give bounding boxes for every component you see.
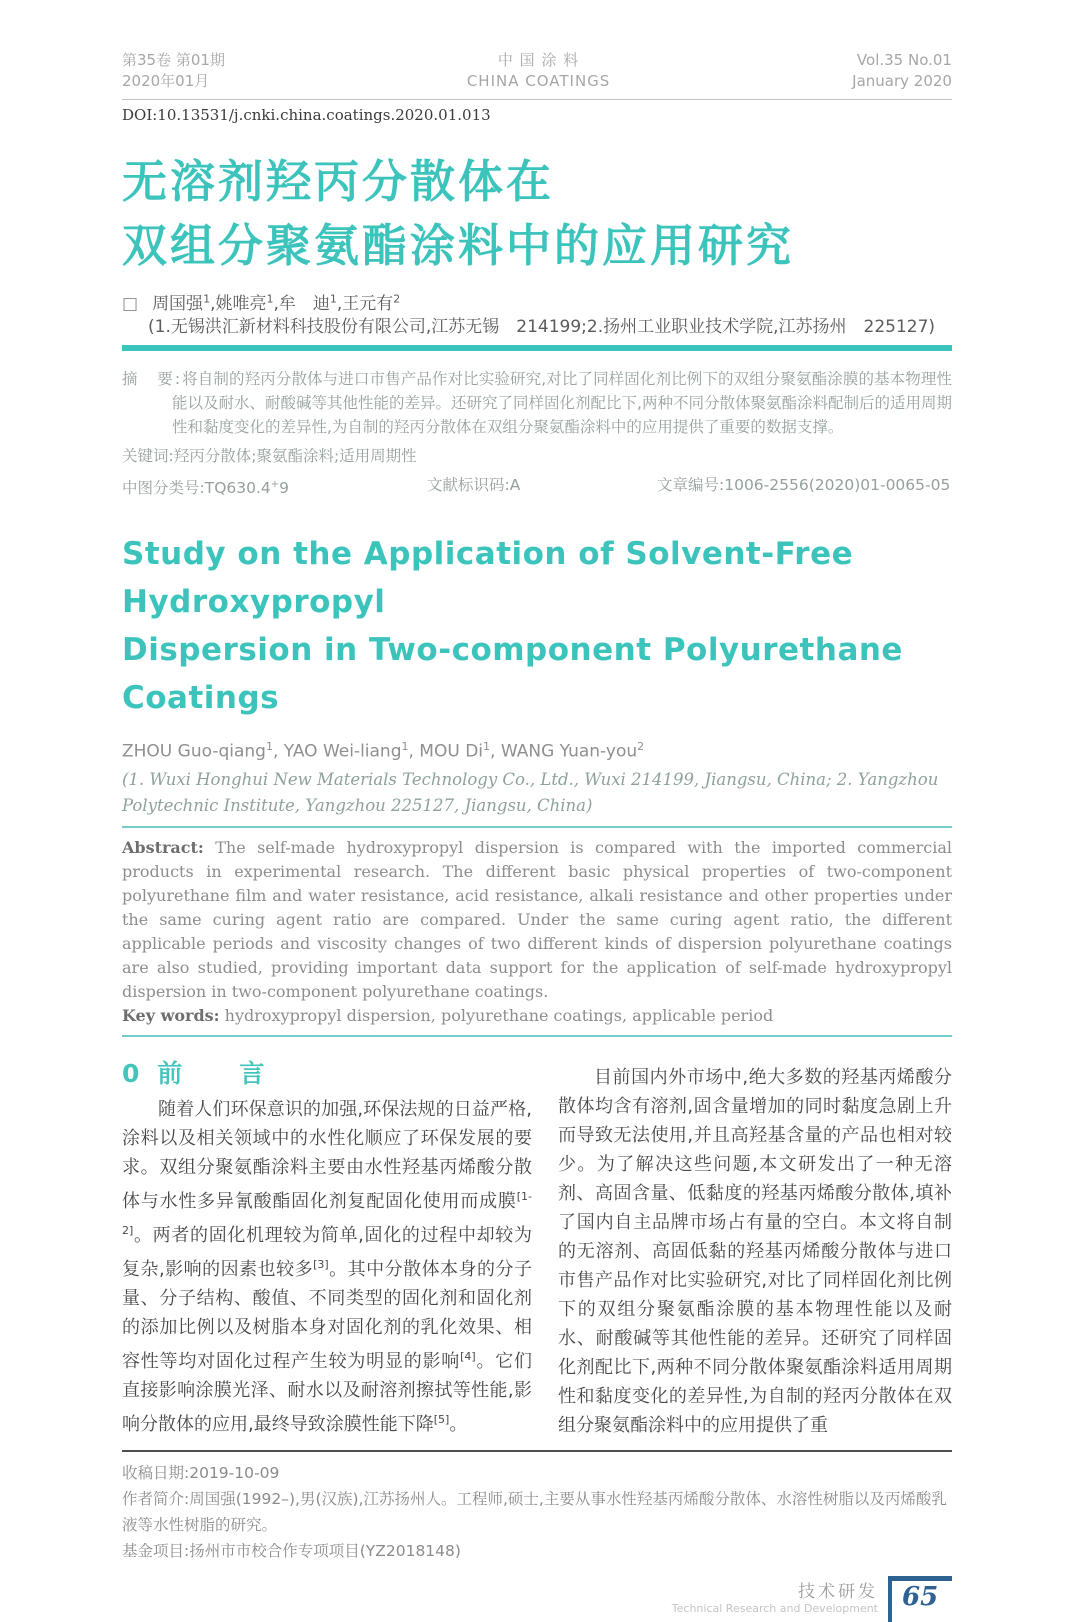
section-heading	[122, 1057, 532, 1091]
column-label-en: Technical Research and Development	[671, 1602, 878, 1616]
issue-info-cn	[122, 50, 225, 92]
journal-name-en: CHINA COATINGS	[466, 72, 611, 90]
body-right-column	[558, 1057, 952, 1440]
journal-name	[467, 50, 611, 92]
affiliation-en: (1. Wuxi Honghui New Materials Technology Co., Ltd., Wuxi 214199, Jiangsu, China; 2. Yangzhou Polytechnic Institute, Yangzhou 225127, Jiangsu, China)	[122, 770, 939, 816]
body-left-column	[122, 1057, 532, 1440]
keywords-en-text: hydroxypropyl dispersion, polyurethane coatings, applicable period	[219, 1006, 774, 1026]
abstract-cn	[122, 367, 952, 439]
author-marker-icon: □	[122, 293, 139, 314]
abstract-en	[122, 836, 952, 1004]
intro-paragraph-left: 随着人们环保意识的加强,环保法规的日益严格,涂料以及相关领域中的水性化顺应了环保发展的要求。双组分聚氨酯涂料主要由水性羟基丙烯酸分散体与水性多异氰酸酯固化剂复配固化使用而成膜[1-2]。两者的固化机理较为简单,固化的过程中却较为复杂,影响的因素也较多[3]。其中分散体本身的分子量、分子结构、酸值、不同类型的固化剂和固化剂的添加比例以及树脂本身对固化剂的乳化效果、相容性等均对固化过程产生较为明显的影响[4]。它们直接影响涂膜光泽、耐水以及耐溶剂擦拭等性能,影响分散体的应用,最终导致涂膜性能下降[5]。	[122, 1099, 532, 1436]
article-title-en-line1: Study on the Application of Solvent-Free Hydroxypropyl	[122, 535, 854, 620]
article-title-cn	[122, 150, 952, 278]
article-title-en	[122, 530, 952, 722]
keywords-cn	[122, 444, 952, 468]
keywords-en-label: Key words:	[122, 1006, 220, 1026]
abstract-cn-text: 将自制的羟丙分散体与进口市售产品作对比实验研究,对比了同样固化剂比例下的双组分聚氨酯涂膜的基本物理性能以及耐水、耐酸碱等其他性能的差异。还研究了同样固化剂配比下,两种不同分散体聚氨酯涂料配制后的适用周期性和黏度变化的差异性,为自制的羟丙分散体在双组分聚氨酯涂料中的应用提供了重要的数据支撑。	[172, 369, 952, 436]
section-number: 0	[122, 1059, 140, 1089]
abstract-cn-label: 摘 要:	[122, 369, 183, 388]
received-date: 收稿日期:2019-10-09	[122, 1464, 280, 1483]
affiliation-cn: (1.无锡洪汇新材料科技股份有限公司,江苏无锡 214199;2.扬州工业职业技术学院,江苏扬州 225127)	[148, 316, 936, 337]
journal-name-cn: 中 国 涂 料	[497, 51, 580, 69]
volume-en: Vol.35 No.01	[856, 51, 952, 69]
document-code: 文献标识码:A	[427, 475, 521, 494]
date-en: January 2020	[852, 72, 952, 90]
issue-info-en	[852, 50, 952, 92]
teal-divider-thick	[122, 345, 952, 351]
article-title-en-line2: Dispersion in Two-component Polyurethane Coatings	[122, 631, 903, 716]
keywords-cn-label: 关键词:	[122, 446, 174, 465]
footnotes	[122, 1452, 952, 1564]
authors-cn	[122, 288, 952, 315]
clc-number: 中图分类号:TQ630.4+9	[122, 478, 290, 497]
keywords-cn-text: 羟丙分散体;聚氨酯涂料;适用周期性	[173, 446, 417, 465]
column-labels	[672, 1576, 878, 1616]
page-number: 65	[902, 1582, 939, 1613]
page-footer	[122, 1576, 952, 1622]
classification-row	[122, 473, 952, 500]
author-bio: 作者简介:周国强(1992–),男(汉族),江苏扬州人。工程师,硕士,主要从事水性羟基丙烯酸分散体、水溶性树脂以及丙烯酸乳液等水性树脂的研究。	[122, 1490, 947, 1535]
teal-divider-thin-top	[122, 826, 952, 828]
authors-en: ZHOU Guo-qiang$^1$, YAO Wei-liang$^1$, MOU Di$^1$, WANG Yuan-you$^2$	[122, 739, 645, 762]
section-title: 前 言	[157, 1059, 281, 1089]
column-label-cn: 技术研发	[798, 1582, 878, 1603]
page-number-badge	[888, 1576, 952, 1622]
article-title-cn-line2: 双组分聚氨酯涂料中的应用研究	[122, 219, 795, 272]
teal-divider-thin-bottom	[122, 1035, 952, 1037]
date-cn: 2020年01月	[122, 72, 210, 90]
fund-project: 基金项目:扬州市市校合作专项项目(YZ2018148)	[122, 1542, 461, 1561]
keywords-en	[122, 1004, 952, 1028]
article-title-cn-line1: 无溶剂羟丙分散体在	[122, 155, 555, 208]
intro-paragraph-right: 目前国内外市场中,绝大多数的羟基丙烯酸分散体均含有溶剂,固含量增加的同时黏度急剧上升而导致无法使用,并且高羟基含量的产品也相对较少。为了解决这些问题,本文研发出了一种无溶剂、高固含量、低黏度的羟基丙烯酸分散体,填补了国内自主品牌市场占有量的空白。本文将自制的无溶剂、高固低黏的羟基丙烯酸分散体与进口市售产品作对比实验研究,对比了同样固化剂比例下的双组分聚氨酯涂膜的基本物理性能以及耐水、耐酸碱等其他性能的差异。还研究了同样固化剂配比下,两种不同分散体聚氨酯涂料适用周期性和黏度变化的差异性,为自制的羟丙分散体在双组分聚氨酯涂料中的应用提供了重	[558, 1067, 952, 1437]
authors-cn-names: 周国强$^1$,姚唯亮$^1$,牟 迪$^1$,王元有$^2$	[152, 292, 401, 314]
page-header	[122, 50, 952, 100]
doi-line: DOI:10.13531/j.cnki.china.coatings.2020.01.013	[122, 106, 491, 124]
article-body	[122, 1057, 952, 1440]
volume-cn: 第35卷 第01期	[122, 51, 225, 69]
abstract-en-label: Abstract:	[122, 838, 204, 858]
article-id: 文章编号:1006-2556(2020)01-0065-05	[657, 475, 951, 494]
abstract-en-text: The self-made hydroxypropyl dispersion is compared with the imported commercial products in experimental research. The different basic physical properties of two-component polyurethane film and water resistance, acid resistance, alkali resistance and other properties under the same curing agent ratio are compared. Under the same curing agent ratio, the different applicable periods and viscosity changes of two different kinds of dispersion polyurethane coatings are also studied, providing important data support for the application of self-made hydroxypropyl dispersion in two-component polyurethane coatings.	[122, 838, 952, 1002]
